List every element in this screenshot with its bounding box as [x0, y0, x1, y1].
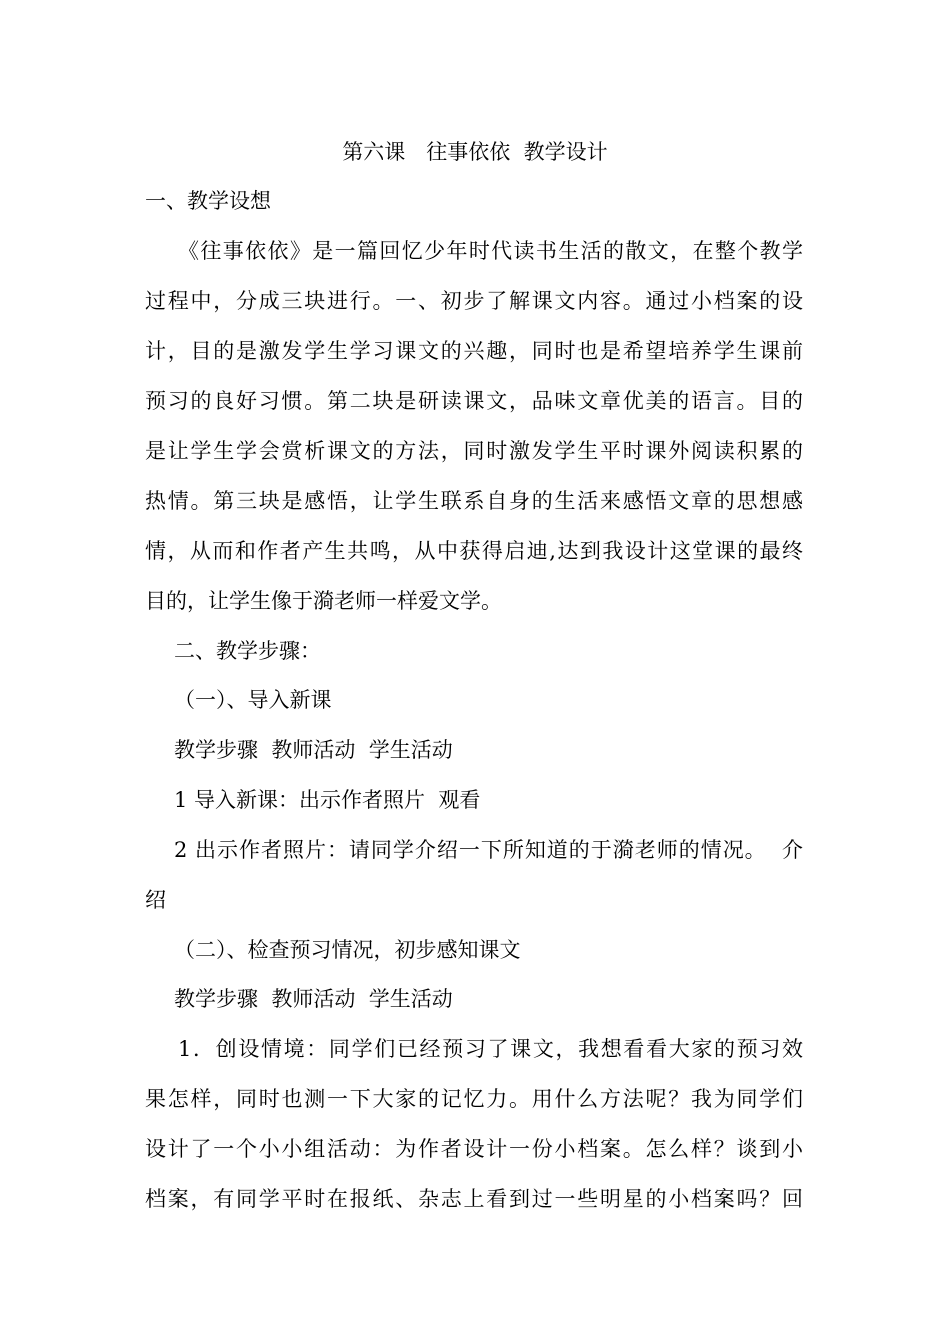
paragraph-line: 是让学生学会赏析课文的方法，同时激发学生平时课外阅读积累的 — [145, 439, 803, 463]
paragraph-line: 情，从而和作者产生共鸣，从中获得启迪,达到我设计这堂课的最终 — [145, 539, 803, 563]
paragraph-line: 预习的良好习惯。第二块是研读课文，品味文章优美的语言。目的 — [145, 389, 803, 413]
subsection-heading-preview-check: （二）、检查预习情况，初步感知课文 — [174, 938, 521, 962]
step-item: 2 出示作者照片：请同学介绍一下所知道的于漪老师的情况。 介 — [174, 838, 803, 862]
column-headers: 教学步骤 教师活动 学生活动 — [174, 987, 453, 1011]
paragraph-line: 热情。第三块是感悟，让学生联系自身的生活来感悟文章的思想感 — [145, 489, 803, 513]
document-title: 第六课 往事依依 教学设计 — [342, 140, 608, 164]
step-item-continuation: 绍 — [145, 888, 166, 912]
paragraph-line: 设计了一个小小组活动：为作者设计一份小档案。怎么样？谈到小 — [145, 1137, 803, 1161]
paragraph-line: 目的，让学生像于漪老师一样爱文学。 — [145, 589, 502, 613]
section-heading-teaching-idea: 一、教学设想 — [145, 189, 271, 213]
step-item: 1 导入新课：出示作者照片 观看 — [174, 788, 481, 812]
paragraph-line: 过程中，分成三块进行。一、初步了解课文内容。通过小档案的设 — [145, 289, 803, 313]
section-heading-teaching-steps: 二、教学步骤： — [174, 639, 321, 663]
subsection-heading-introduction: （一）、导入新课 — [174, 688, 332, 712]
paragraph-line: 档案，有同学平时在报纸、杂志上看到过一些明星的小档案吗？回 — [145, 1187, 803, 1211]
paragraph-line: 果怎样，同时也测一下大家的记忆力。用什么方法呢？我为同学们 — [145, 1087, 803, 1111]
paragraph-line: 《往事依依》是一篇回忆少年时代读书生活的散文，在整个教学 — [178, 239, 803, 263]
paragraph-line: 1．创设情境：同学们已经预习了课文，我想看看大家的预习效 — [178, 1037, 803, 1061]
paragraph-line: 计，目的是激发学生学习课文的兴趣，同时也是希望培养学生课前 — [145, 339, 803, 363]
column-headers: 教学步骤 教师活动 学生活动 — [174, 738, 453, 762]
